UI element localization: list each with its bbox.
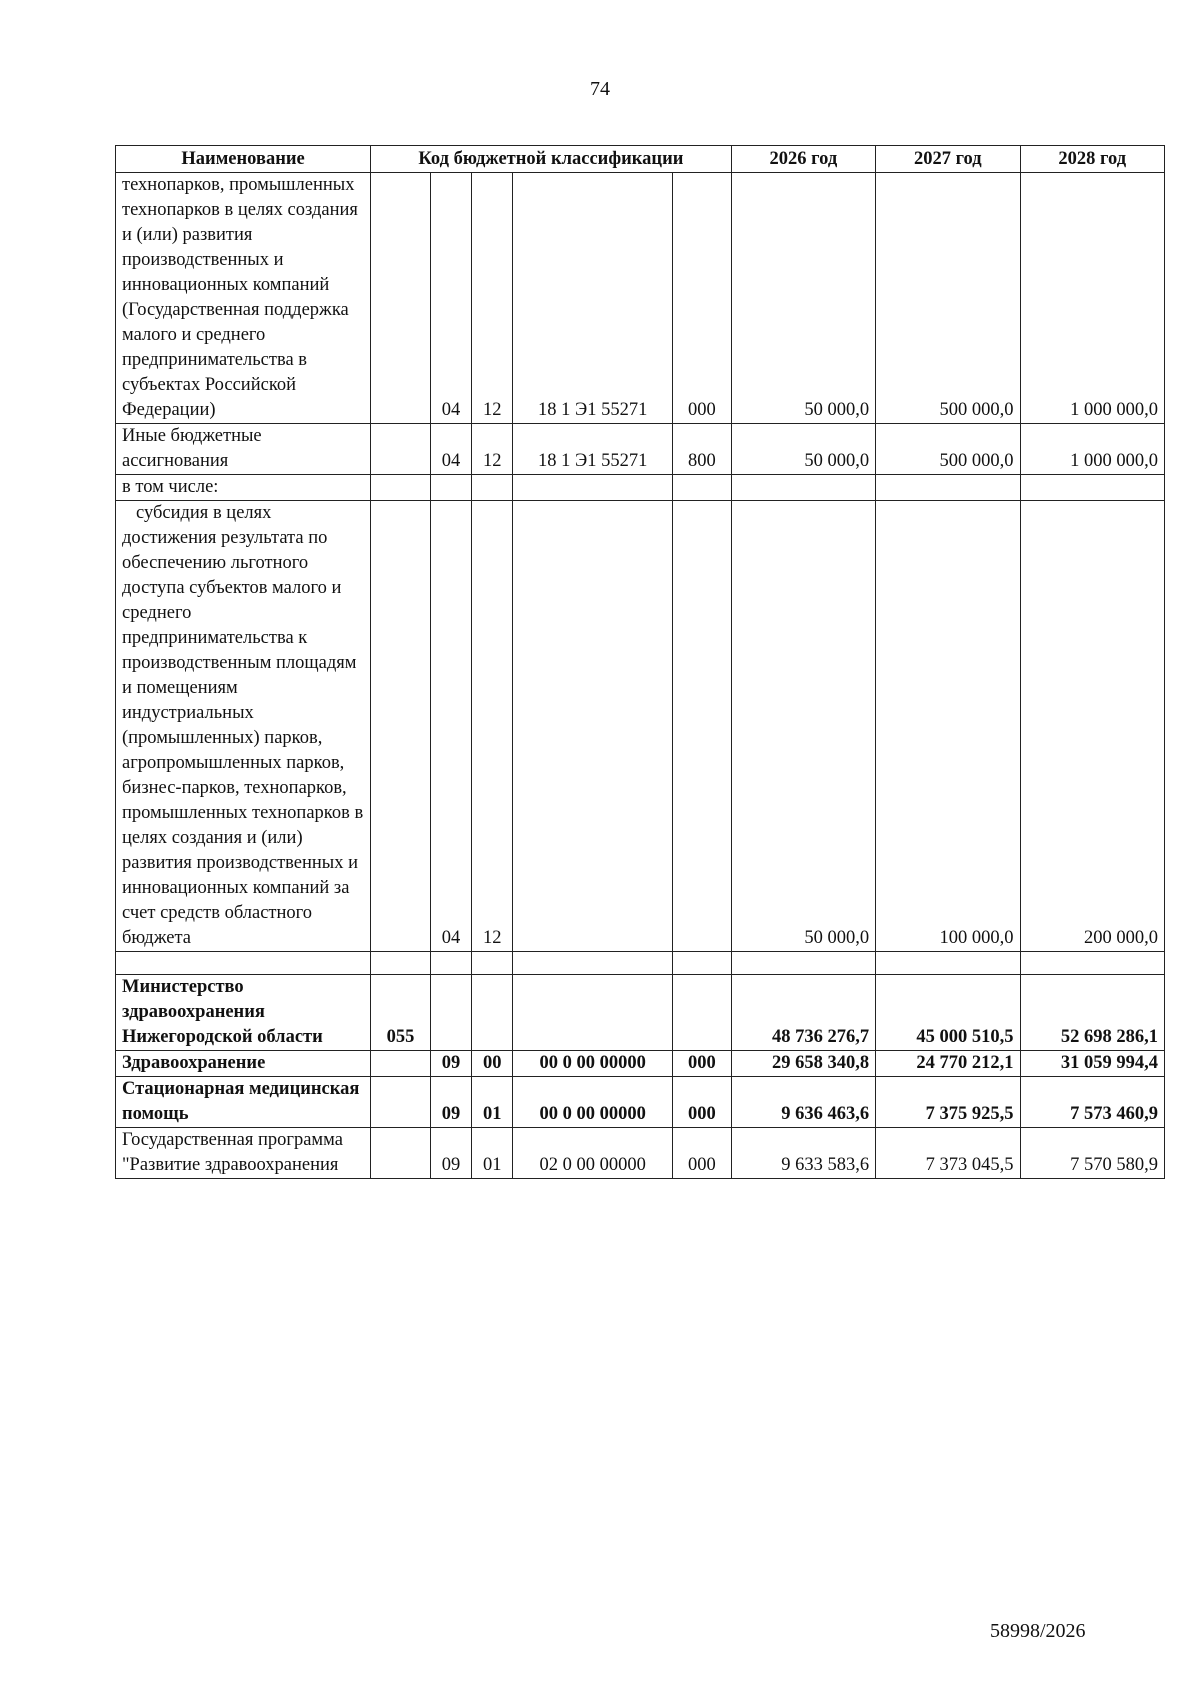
value-2026: 9 633 583,6 xyxy=(731,1128,875,1179)
value-2026: 50 000,0 xyxy=(731,173,875,424)
table-row-section xyxy=(116,1051,1165,1077)
code-subsection: 01 xyxy=(472,1128,513,1179)
value-2028 xyxy=(1020,475,1165,501)
value-2027: 7 375 925,5 xyxy=(876,1077,1020,1128)
code-expense-type xyxy=(673,475,732,501)
code-ministry xyxy=(371,1051,431,1077)
page-number: 74 xyxy=(590,78,610,100)
code-section: 09 xyxy=(430,1128,471,1179)
value-2028: 1 000 000,0 xyxy=(1020,173,1165,424)
code-target xyxy=(513,501,673,952)
table-row xyxy=(116,475,1165,501)
value-2028: 1 000 000,0 xyxy=(1020,424,1165,475)
table-row-subsection xyxy=(116,1077,1165,1128)
row-name: Министерство здравоохранения Нижегородской области xyxy=(116,975,371,1051)
value-2027: 24 770 212,1 xyxy=(876,1051,1020,1077)
code-ministry xyxy=(371,475,431,501)
value-2026: 29 658 340,8 xyxy=(731,1051,875,1077)
code-target: 00 0 00 00000 xyxy=(513,1077,673,1128)
value-2028: 7 570 580,9 xyxy=(1020,1128,1165,1179)
value-2027: 500 000,0 xyxy=(876,424,1020,475)
code-ministry xyxy=(371,424,431,475)
code-target xyxy=(513,475,673,501)
row-name: технопарков, промышленных технопарков в целях создания и (или) развития производственных и инновационных компаний (Государственная поддержка малого и среднего предпринимательства в субъектах Российской Федерации) xyxy=(116,173,371,424)
code-section: 04 xyxy=(430,501,471,952)
code-expense-type: 000 xyxy=(673,1128,732,1179)
code-subsection xyxy=(472,975,513,1051)
value-2028: 52 698 286,1 xyxy=(1020,975,1165,1051)
row-name: Стационарная медицинская помощь xyxy=(116,1077,371,1128)
row-name: Иные бюджетные ассигнования xyxy=(116,424,371,475)
code-subsection: 12 xyxy=(472,173,513,424)
row-name xyxy=(116,501,371,952)
code-expense-type xyxy=(673,975,732,1051)
code-subsection: 12 xyxy=(472,424,513,475)
value-2028: 31 059 994,4 xyxy=(1020,1051,1165,1077)
table-header-row xyxy=(116,146,1165,173)
empty-row xyxy=(116,952,1165,975)
code-ministry xyxy=(371,1077,431,1128)
code-section xyxy=(430,475,471,501)
code-section: 09 xyxy=(430,1077,471,1128)
code-expense-type: 000 xyxy=(673,1077,732,1128)
row-name: Государственная программа "Развитие здравоохранения xyxy=(116,1128,371,1179)
code-section: 04 xyxy=(430,424,471,475)
code-subsection xyxy=(472,475,513,501)
code-ministry xyxy=(371,1128,431,1179)
value-2027 xyxy=(876,475,1020,501)
value-2027: 45 000 510,5 xyxy=(876,975,1020,1051)
value-2028: 7 573 460,9 xyxy=(1020,1077,1165,1128)
code-section: 04 xyxy=(430,173,471,424)
document-number: 58998/2026 xyxy=(990,1620,1086,1642)
code-target: 00 0 00 00000 xyxy=(513,1051,673,1077)
header-name: Наименование xyxy=(116,146,371,173)
budget-table xyxy=(115,145,1165,1179)
header-2027: 2027 год xyxy=(876,146,1020,173)
value-2026 xyxy=(731,475,875,501)
table-row xyxy=(116,173,1165,424)
code-target: 18 1 Э1 55271 xyxy=(513,173,673,424)
row-name: в том числе: xyxy=(116,475,371,501)
value-2028: 200 000,0 xyxy=(1020,501,1165,952)
value-2027: 500 000,0 xyxy=(876,173,1020,424)
row-name: Здравоохранение xyxy=(116,1051,371,1077)
code-ministry: 055 xyxy=(371,975,431,1051)
value-2026: 50 000,0 xyxy=(731,501,875,952)
code-subsection: 12 xyxy=(472,501,513,952)
code-expense-type: 000 xyxy=(673,1051,732,1077)
table-row-ministry xyxy=(116,975,1165,1051)
code-section: 09 xyxy=(430,1051,471,1077)
code-subsection: 00 xyxy=(472,1051,513,1077)
table-row xyxy=(116,1128,1165,1179)
table-row xyxy=(116,501,1165,952)
code-target xyxy=(513,975,673,1051)
code-expense-type: 000 xyxy=(673,173,732,424)
code-target: 02 0 00 00000 xyxy=(513,1128,673,1179)
code-expense-type xyxy=(673,501,732,952)
table-row xyxy=(116,424,1165,475)
code-target: 18 1 Э1 55271 xyxy=(513,424,673,475)
code-expense-type: 800 xyxy=(673,424,732,475)
value-2026: 50 000,0 xyxy=(731,424,875,475)
code-ministry xyxy=(371,501,431,952)
value-2027: 100 000,0 xyxy=(876,501,1020,952)
code-section xyxy=(430,975,471,1051)
value-2026: 48 736 276,7 xyxy=(731,975,875,1051)
header-code: Код бюджетной классификации xyxy=(371,146,731,173)
value-2027: 7 373 045,5 xyxy=(876,1128,1020,1179)
header-2028: 2028 год xyxy=(1020,146,1165,173)
row-name-text: субсидия в целях достижения результата по обеспечению льготного доступа субъектов малого и среднего предпринимательства к производственным площадям и помещениям индустриальных (промышленных) парков, агропромышленных парков, бизнес-парков, технопарков, промышленных технопарков в целях создания и (или) развития производственных и инновационных компаний за счет средств областного бюджета xyxy=(122,503,364,948)
header-2026: 2026 год xyxy=(731,146,875,173)
value-2026: 9 636 463,6 xyxy=(731,1077,875,1128)
code-subsection: 01 xyxy=(472,1077,513,1128)
code-ministry xyxy=(371,173,431,424)
